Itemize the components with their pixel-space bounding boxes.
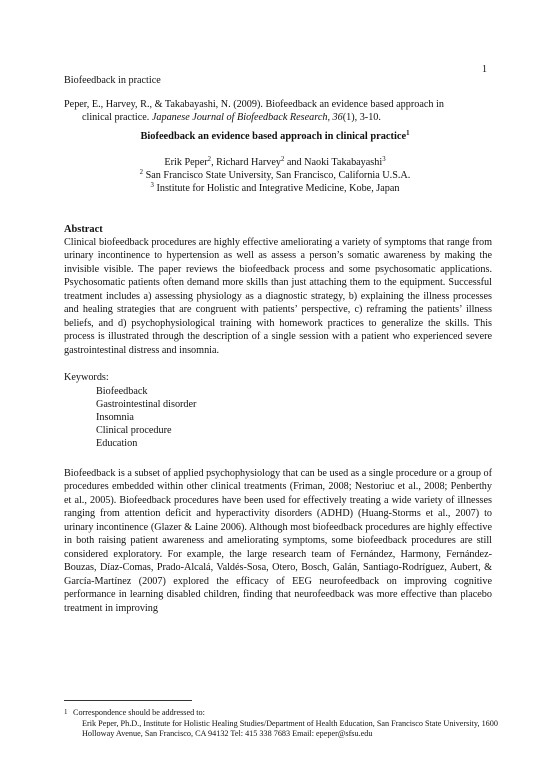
abstract-heading: Abstract (64, 224, 103, 235)
author-harvey: , Richard Harvey (211, 157, 281, 168)
footnote-contact: Erik Peper, Ph.D., Institute for Holistic Healing Studies/Department of Health Education, San Francisco State University, 1600 Holloway Avenue, San Francisco, CA 94132 Tel: 415 338 7683 Email: epeper@sfsu.edu (82, 718, 498, 739)
author-mark: 2 (207, 156, 212, 163)
footnote-divider (64, 700, 192, 701)
author-peper: Erik Peper (164, 157, 208, 168)
keywords-heading: Keywords: (64, 372, 109, 383)
citation-line-2 (64, 111, 494, 124)
footnote (64, 708, 504, 740)
keywords-list (96, 385, 196, 450)
paper-title (0, 131, 550, 142)
affiliation-text: Institute for Holistic and Integrative Medicine, Kobe, Japan (153, 183, 400, 194)
abstract-text: Clinical biofeedback procedures are highly effective ameliorating a variety of symptoms that range from urinary incontinence to hypertension as well as assess a person’s somatic awareness by making the invisible visible. The paper reviews the biofeedback process and some psychosomatic applications. Psychosomatic patients often demand more skills than just attaching them to the equipment. Successful treatment includes a) assessing physiology as a diagnostic strategy, b) explaining the illness processes and healing strategies that are congruent with patients’ perspective, c) reframing the patients’ illness beliefs, and d) psychophysiological training with homework practices to generalize the skills. This process is illustrated through the description of a single session with a patient who experienced severe gastrointestinal distress and insomnia. (64, 237, 492, 356)
citation-line-1: Peper, E., Harvey, R., & Takabayashi, N. (2009). Biofeedback an evidence based approach in (64, 99, 444, 110)
keyword-item: Insomnia (96, 412, 134, 424)
affiliation-mark: 2 (139, 169, 144, 176)
author-mark: 2 (280, 156, 285, 163)
author-takabayashi: and Naoki Takabayashi (284, 157, 383, 168)
keyword-item: Biofeedback (96, 386, 148, 397)
citation-issue-pages: (1), 3-10. (342, 112, 381, 124)
affiliation-sfsu (0, 170, 550, 181)
title-footnote-mark: 1 (406, 130, 410, 137)
author-mark: 3 (382, 156, 386, 163)
page-number: 1 (482, 64, 487, 75)
keyword-item: Education (96, 438, 138, 450)
footnote-mark: 1 (64, 708, 68, 716)
affiliation-text: San Francisco State University, San Francisco, California U.S.A. (143, 170, 411, 181)
keyword-item: Gastrointestinal disorder (96, 399, 197, 411)
footnote-heading: Correspondence should be addressed to: (73, 708, 205, 717)
keyword-item: Clinical procedure (96, 425, 172, 437)
citation-title-end: clinical practice. (82, 112, 152, 124)
citation-journal: Japanese Journal of Biofeedback Research, 36 (151, 112, 343, 124)
author-line (0, 157, 550, 168)
body-paragraph: Biofeedback is a subset of applied psychophysiology that can be used as a single procedure or a group of procedures embedded within other clinical treatments (Friman, 2008; Nestoriuc et al., 2008; Penberthy et al., 2005). Biofeedback procedures have been used for effectively treating a wide variety of illnesses ranging from attention deficit and hyperactivity disorders (ADHD) (Huang-Storms et al., 2007) to urinary incontinence (Glazer & Laine 2006). Although most biofeedback procedures are highly effective in both raising patient awareness and ameliorating symptoms, some biofeedback procedures are still considered exploratory. For example, the large research team of Fernández, Harmony, Fernández-Bouzas, Díaz-Comas, Prado-Alcalá, Valdés-Sosa, Otero, Bosch, Galán, Santiago-Rodríguez, Aubert, & García-Martínez (2007) explored the efficacy of EEG neurofeedback on improving cognitive performance in learning disabled children, finding that neurofeedback was more effective than placebo treatment in improving (64, 468, 492, 614)
running-head: Biofeedback in practice (64, 75, 161, 86)
paper-title-text: Biofeedback an evidence based approach in clinical practice (140, 131, 407, 142)
affiliation-kobe (0, 183, 550, 194)
citation (64, 98, 494, 124)
affiliation-mark: 3 (150, 182, 154, 189)
